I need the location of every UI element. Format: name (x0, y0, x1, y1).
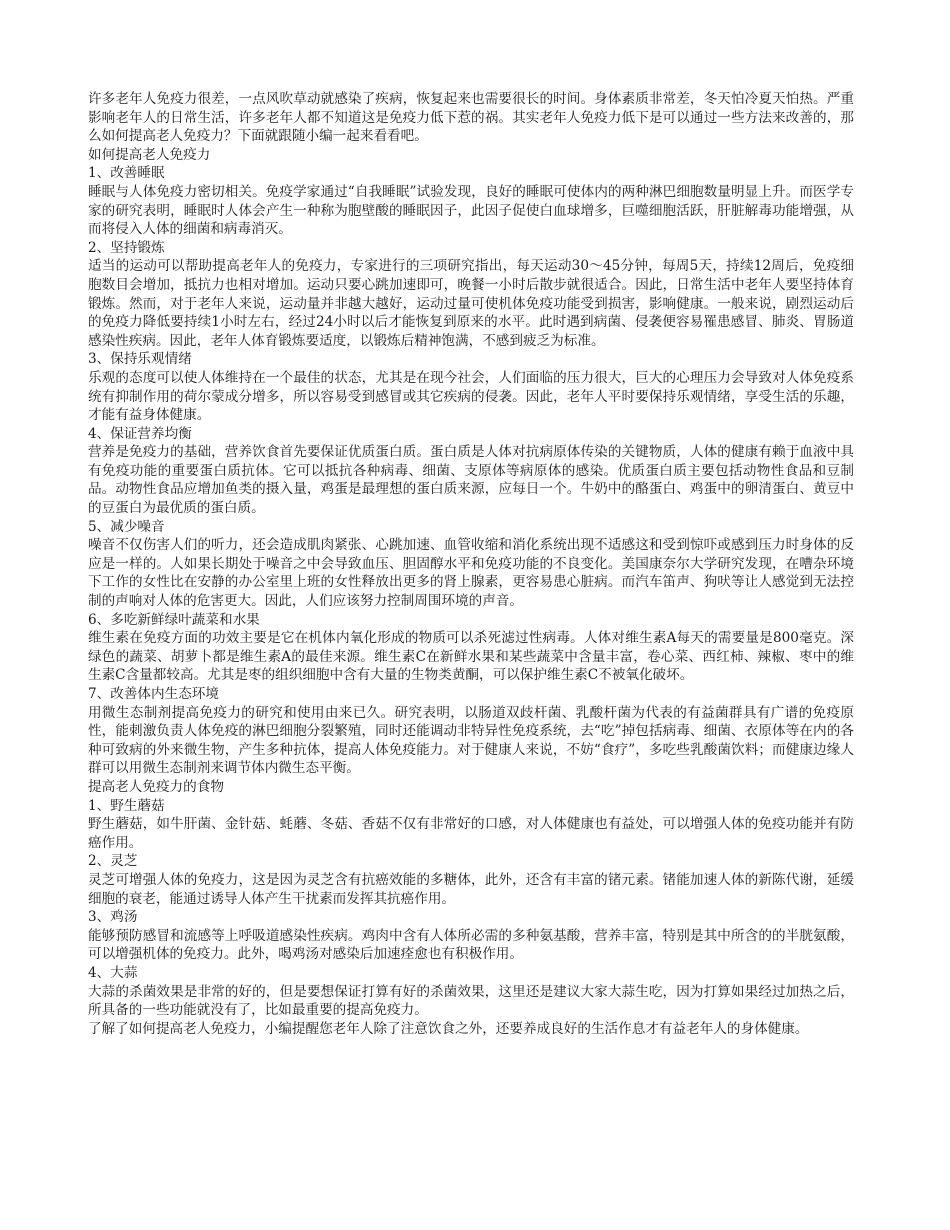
paragraph-wild-mushroom: 野生蘑菇，如牛肝菌、金针菇、蚝蘑、冬菇、香菇不仅有非常好的口感，对人体健康也有益处，可以增强人体的免疫功能并有防癌作用。 (88, 816, 854, 851)
subheading-microecology: 7、改善体内生态环境 (88, 686, 219, 702)
subheading-garlic: 4、大蒜 (88, 964, 138, 981)
paragraph-lingzhi: 灵芝可增强人体的免疫力，这是因为灵芝含有抗癌效能的多糖体，此外，还含有丰富的锗元素。锗能加速人体的新陈代谢，延缓细胞的衰老，能通过诱导人体产生干扰素而发挥其抗癌作用。 (88, 871, 854, 907)
paragraph-noise: 噪音不仅伤害人们的听力，还会造成肌肉紧张、心跳加速、血管收缩和消化系统出现不适感这和受到惊吓或感到压力时身体的反应是一样的。人如果长期处于噪音之中会导致血压、胆固醇水平和免疫功能的不良变化。美国康奈尔大学研究发现，在嘈杂环境下工作的女性比在安静的办公室里上班的女性释放出更多的肾上腺素，更容易患心脏病。而汽车笛声、狗吠等让人感觉到无法控制的声响对人体的危害更大。因此，人们应该努力控制周围环境的声音。 (88, 537, 854, 610)
closing-paragraph: 了解了如何提高老人免疫力，小编提醒您老年人除了注意饮食之外，还要养成良好的生活作息才有益老年人的身体健康。 (88, 1020, 809, 1037)
subheading-noise: 5、减少噪音 (88, 518, 165, 535)
paragraph-nutrition: 营养是免疫力的基础，营养饮食首先要保证优质蛋白质。蛋白质是人体对抗病原体传染的关键物质，人体的健康有赖于血液中具有免疫功能的重要蛋白质抗体。它可以抵抗各种病毒、细菌、支原体等病原体的感染。优质蛋白质主要包括动物性食品和豆制品。动物性食品应增加鱼类的摄入量，鸡蛋是最理想的蛋白质来源，应每日一个。牛奶中的酪蛋白、鸡蛋中的卵清蛋白、黄豆中的豆蛋白为最优质的蛋白质。 (88, 444, 854, 517)
article-body (88, 90, 854, 1038)
subheading-improve-sleep: 1、改善睡眠 (88, 165, 165, 182)
paragraph-optimism: 乐观的态度可以使人体维持在一个最佳的状态，尤其是在现今社会，人们面临的压力很大，巨大的心理压力会导致对人体免疫系统有抑制作用的荷尔蒙成分增多，所以容易受到感冒或其它疾病的侵袭。因此，老年人平时要保持乐观情绪，享受生活的乐趣，才能有益身体健康。 (88, 369, 854, 424)
paragraph-garlic: 大蒜的杀菌效果是非常的好的，但是要想保证打算有好的杀菌效果，这里还是建议大家大蒜生吃，因为打算如果经过加热之后，所具备的一些功能就没有了，比如最重要的提高免疫力。 (88, 983, 854, 1019)
section-heading-how-to-improve: 如何提高老人免疫力 (88, 146, 211, 163)
paragraph-exercise: 适当的运动可以帮助提高老年人的免疫力，专家进行的三项研究指出，每天运动30～45分钟，每周5天，持续12周后，免疫细胞数目会增加，抵抗力也相对增加。运动只要心跳加速即可，晚餐一小时后散步就很适合。因此，日常生活中老年人要坚持体育锻炼。然而，对于老年人来说，运动量并非越大越好，运动过量可使机体免疫功能受到损害，影响健康。一般来说，剧烈运动后的免疫力降低要持续1小时左右，经过24小时以后才能恢复到原来的水平。此时遇到病菌、侵袭便容易罹患感冒、肺炎、胃肠道感染性疾病。因此，老年人体育锻炼要适度，以锻炼后精神饱满，不感到疲乏为标准。 (88, 258, 854, 349)
subheading-lingzhi: 2、灵芝 (88, 853, 138, 870)
intro-paragraph: 许多老年人免疫力很差，一点风吹草动就感染了疾病，恢复起来也需要很长的时间。身体素质非常差，冬天怕冷夏天怕热。严重影响老年人的日常生活，许多老年人都不知道这是免疫力低下惹的祸。其实老年人免疫力低下是可以通过一些方法来改善的，那么如何提高老人免疫力？下面就跟随小编一起来看看吧。 (88, 91, 854, 145)
subheading-chicken-soup: 3、鸡汤 (88, 909, 138, 926)
subheading-nutrition: 4、保证营养均衡 (88, 425, 192, 442)
paragraph-chicken-soup: 能够预防感冒和流感等上呼吸道感染性疾病。鸡肉中含有人体所必需的多种氨基酸，营养丰富，特别是其中所含的的半胱氨酸，可以增强机体的免疫力。此外，喝鸡汤对感染后加速痊愈也有积极作用。 (88, 927, 854, 963)
subheading-optimism: 3、保持乐观情绪 (88, 351, 192, 368)
paragraph-improve-sleep: 睡眠与人体免疫力密切相关。免疫学家通过“自我睡眠”试验发现，良好的睡眠可使体内的两种淋巴细胞数量明显上升。而医学专家的研究表明，睡眠时人体会产生一种称为胞壁酸的睡眠因子，此因子促使白血球增多，巨噬细胞活跃，肝脏解毒功能增强，从而将侵入人体的细菌和病毒消灭。 (88, 183, 854, 238)
subheading-wild-mushroom: 1、野生蘑菇 (88, 797, 165, 814)
paragraph-vegetables-fruit: 维生素在免疫方面的功效主要是它在机体内氧化形成的物质可以杀死滤过性病毒。人体对维生素A每天的需要量是800毫克。深绿色的蔬菜、胡萝卜都是维生素A的最佳来源。维生素C在新鲜水果和某些蔬菜中含量丰富，卷心菜、西红柿、辣椒、枣中的维生素C含量都较高。尤其是枣的组织细胞中含有大量的生物类黄酮，可以保护维生素C不被氧化破坏。 (88, 630, 854, 684)
subheading-exercise: 2、坚持锻炼 (88, 239, 165, 256)
paragraph-microecology: 用微生态制剂提高免疫力的研究和使用由来已久。研究表明，以肠道双歧杆菌、乳酸杆菌为代表的有益菌群具有广谱的免疫原性，能刺激负责人体免疫的淋巴细胞分裂繁殖，同时还能调动非特异性免疫系统，去“吃”掉包括病毒、细菌、衣原体等在内的各种可致病的外来微生物，产生多种抗体，提高人体免疫能力。对于健康人来说，不妨“食疗”，多吃些乳酸菌饮料；而健康边缘人群可以用微生态制剂来调节体内微生态平衡。 (88, 704, 854, 777)
section-heading-foods: 提高老人免疫力的食物 (88, 778, 224, 795)
subheading-vegetables-fruit: 6、多吃新鲜绿叶蔬菜和水果 (88, 611, 260, 628)
